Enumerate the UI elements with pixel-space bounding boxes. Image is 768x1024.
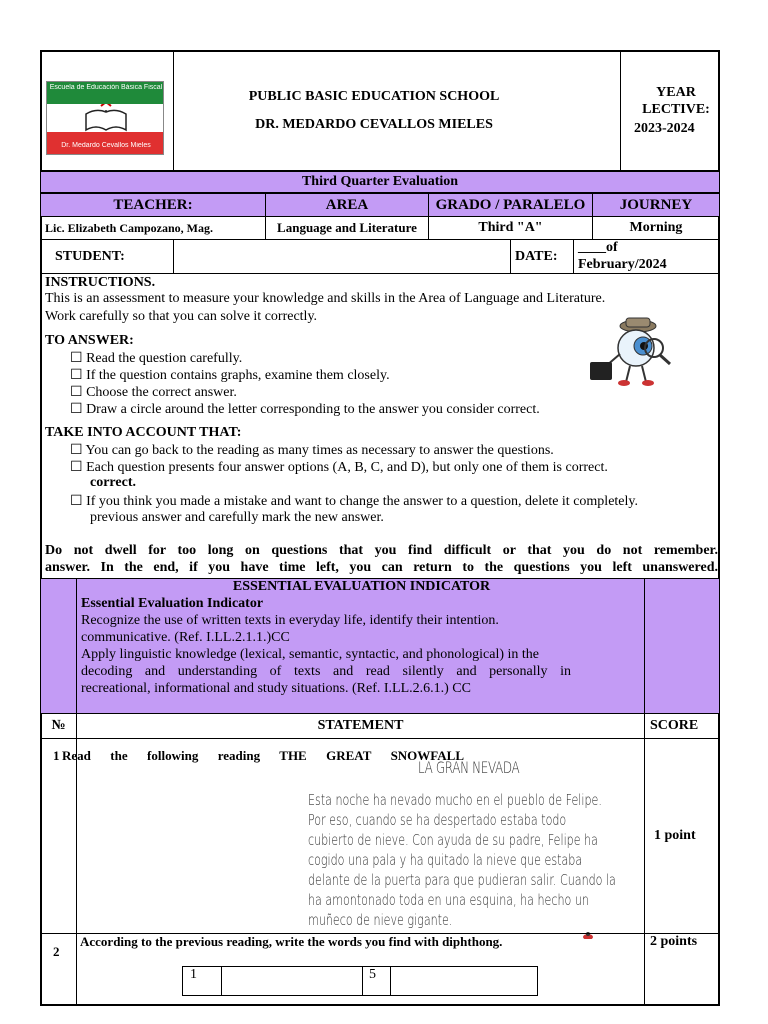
tia-text: Each question presents four answer options (A, B, C, and D), but only one of them is correct.	[86, 460, 608, 475]
teacher-header: TEACHER:	[40, 193, 266, 217]
score-header: SCORE	[644, 713, 720, 739]
question-score: 2 points	[650, 934, 698, 949]
instructions-line2: Work carefully so that you can solve it correctly.	[45, 309, 318, 324]
instructions-title: INSTRUCTIONS.	[45, 275, 156, 290]
final-note-line2: answer. In the end, if you have time left, you can return to the questions you left unanswered.	[45, 560, 718, 575]
indicator-p2-line2: decoding and understanding of texts and read silently and personally in	[81, 664, 571, 679]
reading-line: ha amontonado toda en una esquina, ha hecho un	[308, 891, 589, 909]
to-answer-text: Draw a circle around the letter corresponding to the answer you consider correct.	[86, 402, 540, 417]
date-label: DATE:	[510, 239, 574, 274]
reading-line: cogido una pala y ha quitado la nieve que estaba	[308, 851, 583, 869]
indicator-p1-line2: communicative. (Ref. I.LL.2.1.1.)CC	[81, 630, 290, 645]
date-line1: ____of	[578, 240, 618, 255]
statement-header: STATEMENT	[76, 713, 645, 739]
indicator-main-cell	[76, 578, 645, 714]
date-field[interactable]	[573, 239, 720, 274]
to-answer-text: Choose the correct answer.	[86, 385, 237, 400]
logo-cell	[40, 50, 174, 171]
book-icon	[83, 104, 129, 134]
answer-number: 1	[190, 967, 197, 982]
tia-text: You can go back to the reading as many times as necessary to answer the questions.	[85, 443, 554, 458]
take-into-account-title: TAKE INTO ACCOUNT THAT:	[45, 425, 242, 440]
grade-value: Third "A"	[428, 216, 593, 240]
question-number: 2	[53, 944, 60, 959]
evaluation-title: Third Quarter Evaluation	[40, 171, 720, 193]
date-line2: February/2024	[578, 257, 667, 272]
final-note-line1: Do not dwell for too long on questions that you find difficult or that you do not remember.	[45, 543, 718, 558]
to-answer-item: ☐ Choose the correct answer.	[70, 385, 237, 400]
journey-value: Morning	[592, 216, 720, 240]
question-statement: According to the previous reading, write the words you find with diphthong.	[80, 934, 503, 949]
grade-header: GRADO / PARALELO	[428, 193, 593, 217]
student-name-field[interactable]	[173, 239, 511, 274]
tia-item: ☐ You can go back to the reading as many times as necessary to answer the questions.	[70, 443, 554, 458]
to-answer-title: TO ANSWER:	[45, 333, 134, 348]
logo-text-top: Escuela de Educación Básica Fiscal	[49, 84, 163, 91]
question-1-number-cell	[40, 738, 77, 934]
school-name-line2: DR. MEDARDO CEVALLOS MIELES	[255, 117, 493, 132]
tia-item-continuation: previous answer and carefully mark the new answer.	[90, 510, 384, 525]
student-label: STUDENT:	[40, 239, 174, 274]
school-name-cell	[173, 50, 621, 171]
year-line2: LECTIVE:	[642, 102, 710, 117]
teacher-value: Lic. Elizabeth Campozano, Mag.	[40, 216, 266, 240]
to-answer-item: ☐ Draw a circle around the letter corresponding to the answer you consider correct.	[70, 402, 540, 417]
year-cell	[620, 50, 720, 171]
instructions-line1: This is an assessment to measure your knowledge and skills in the Area of Language and Literature.	[45, 291, 606, 306]
answer-input[interactable]	[390, 966, 538, 996]
question-statement: Read the following reading THE GREAT SNOWFALL	[62, 748, 464, 763]
logo-text-bottom: Dr. Medardo Cevallos Mieles	[61, 142, 151, 149]
reading-text	[308, 790, 619, 930]
reading-line: muñeco de nieve gigante.	[308, 911, 453, 929]
school-logo	[46, 81, 164, 155]
answer-input[interactable]	[221, 966, 363, 996]
year-line1: YEAR	[656, 85, 696, 100]
tia-item-continuation: correct.	[90, 475, 136, 490]
to-answer-text: Read the question carefully.	[86, 351, 243, 366]
indicator-p1-line1: Recognize the use of written texts in everyday life, identify their intention.	[81, 613, 499, 628]
reading-line: Esta noche ha nevado mucho en el pueblo de Felipe.	[308, 791, 602, 809]
to-answer-item: ☐ If the question contains graphs, examine them closely.	[70, 368, 390, 383]
detective-eye-illustration	[588, 316, 680, 388]
tia-item: ☐ If you think you made a mistake and want to change the answer to a question, delete it completely.	[70, 494, 638, 509]
year-line3: 2023-2024	[634, 121, 695, 136]
indicator-header: ESSENTIAL EVALUATION INDICATOR	[232, 579, 491, 594]
answer-number: 5	[369, 967, 376, 982]
reading-line: Por eso, cuando se ha despertado estaba todo	[308, 811, 567, 829]
reading-line: cubierto de nieve. Con ayuda de su padre, Felipe ha	[308, 831, 598, 849]
tia-item: ☐ Each question presents four answer options (A, B, C, and D), but only one of them is correct.	[70, 460, 608, 475]
area-value: Language and Literature	[265, 216, 429, 240]
to-answer-item: ☐ Read the question carefully.	[70, 351, 243, 366]
reading-line: delante de la puerta para que pudieran salir. Cuando la	[308, 871, 616, 889]
area-header: AREA	[265, 193, 429, 217]
reading-title: LA GRAN NEVADA	[418, 758, 520, 777]
number-header: №	[40, 713, 77, 739]
indicator-p2-line1: Apply linguistic knowledge (lexical, semantic, syntactic, and phonological) in the	[81, 647, 539, 662]
answer-cell-number	[182, 966, 222, 996]
to-answer-text: If the question contains graphs, examine them closely.	[86, 368, 390, 383]
tia-text: If you think you made a mistake and want to change the answer to a question, delete it completely.	[86, 494, 638, 509]
school-name-line1: PUBLIC BASIC EDUCATION SCHOOL	[248, 89, 500, 104]
indicator-left-cell	[40, 578, 77, 714]
indicator-subtitle: Essential Evaluation Indicator	[81, 596, 264, 611]
journey-header: JOURNEY	[592, 193, 720, 217]
indicator-p2-line3: recreational, informational and study situations. (Ref. I.LL.2.6.1.) CC	[81, 681, 471, 696]
indicator-right-cell	[644, 578, 720, 714]
answer-cell-number	[362, 966, 391, 996]
question-number: 1	[53, 748, 60, 763]
question-score: 1 point	[654, 828, 696, 843]
